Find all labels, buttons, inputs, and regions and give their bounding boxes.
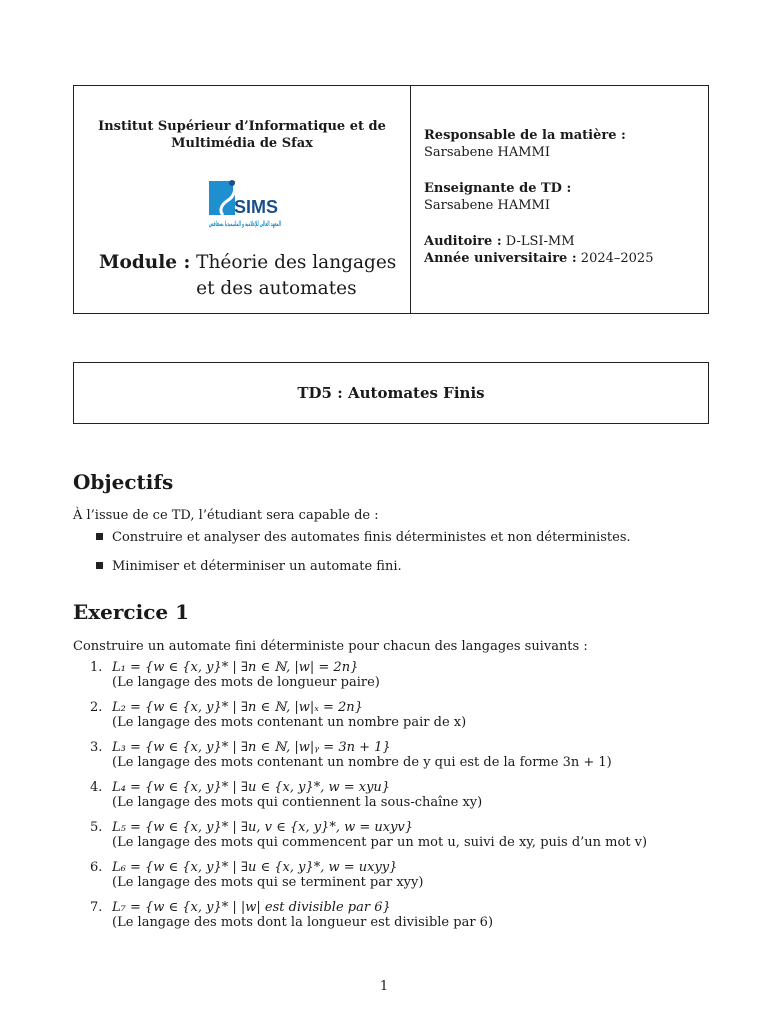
- objectif-text: Construire et analyser des automates finis déterministes et non déterministes.: [112, 530, 631, 545]
- language-formula: L₂ = {w ∈ {x, y}* | ∃n ∈ ℕ, |w|ₓ = 2n}: [112, 700, 363, 715]
- item-number: 5.: [90, 820, 103, 835]
- td-title-box: [73, 362, 709, 424]
- sims-logo: [207, 177, 285, 239]
- page-number: 1: [379, 979, 389, 994]
- exercice1-heading: Exercice 1: [73, 600, 189, 624]
- item-number: 2.: [90, 700, 103, 715]
- bullet-square-icon: [96, 562, 103, 569]
- list-item: [73, 780, 647, 820]
- objectif-bullet: [96, 529, 631, 546]
- enseignante-value: Sarsabene HAMMI: [424, 198, 550, 213]
- list-item: [73, 820, 647, 860]
- language-description: (Le langage des mots dont la longueur est divisible par 6): [112, 915, 494, 930]
- language-formula: L₄ = {w ∈ {x, y}* | ∃u ∈ {x, y}*, w = xyu}: [112, 780, 391, 795]
- item-number: 7.: [90, 900, 103, 915]
- item-number: 6.: [90, 860, 103, 875]
- exercice1-intro: Construire un automate fini déterministe pour chacun des langages suivants :: [73, 639, 588, 654]
- language-list: [73, 660, 647, 940]
- responsable-label: Responsable de la matière :: [424, 128, 626, 143]
- td-title: TD5 : Automates Finis: [297, 384, 485, 402]
- annee-value: 2024–2025: [580, 251, 654, 266]
- institute-name: Institut Supérieur d’Informatique et de Multimédia de Sfax: [98, 119, 386, 151]
- enseignante-label: Enseignante de TD :: [424, 181, 572, 196]
- list-item: [73, 700, 647, 740]
- list-item: [73, 860, 647, 900]
- module-line: [99, 250, 396, 302]
- header-box: [73, 85, 709, 314]
- responsable-value: Sarsabene HAMMI: [424, 145, 550, 160]
- enseignante-field: [424, 180, 571, 214]
- item-number: 4.: [90, 780, 103, 795]
- language-description: (Le langage des mots qui contiennent la sous-chaîne xy): [112, 795, 483, 810]
- list-item: [73, 660, 647, 700]
- annee-label: Année universitaire :: [424, 251, 577, 266]
- language-formula: L₅ = {w ∈ {x, y}* | ∃u, v ∈ {x, y}*, w = uxyv}: [112, 820, 414, 835]
- item-number: 3.: [90, 740, 103, 755]
- objectif-text: Minimiser et déterminiser un automate fini.: [112, 559, 402, 574]
- objectif-bullet: [96, 558, 402, 575]
- list-item: [73, 900, 647, 940]
- header-right-panel: [411, 86, 708, 313]
- auditoire-label: Auditoire :: [424, 234, 502, 249]
- bullet-square-icon: [96, 533, 103, 540]
- objectifs-intro: À l’issue de ce TD, l’étudiant sera capable de :: [73, 508, 379, 523]
- logo-text: SIMS: [234, 197, 279, 217]
- language-formula: L₁ = {w ∈ {x, y}* | ∃n ∈ ℕ, |w| = 2n}: [112, 660, 359, 675]
- language-description: (Le langage des mots de longueur paire): [112, 675, 380, 690]
- objectifs-heading: Objectifs: [73, 470, 174, 494]
- header-left-panel: [74, 86, 411, 313]
- language-description: (Le langage des mots qui se terminent par xyy): [112, 875, 424, 890]
- auditoire-field: [424, 233, 653, 267]
- logo-arabic-text: المعهد العالي للإعلامية و الملتيميديا بصفاقس: [209, 220, 281, 228]
- module-label: Module :: [99, 252, 191, 273]
- language-description: (Le langage des mots contenant un nombre pair de x): [112, 715, 467, 730]
- language-formula: L₆ = {w ∈ {x, y}* | ∃u ∈ {x, y}*, w = uxyy}: [112, 860, 398, 875]
- language-description: (Le langage des mots qui commencent par un mot u, suivi de xy, puis d’un mot v): [112, 835, 648, 850]
- item-number: 1.: [90, 660, 103, 675]
- module-name-line1: Théorie des langages: [196, 252, 397, 273]
- language-formula: L₃ = {w ∈ {x, y}* | ∃n ∈ ℕ, |w|ᵧ = 3n + 1}: [112, 740, 391, 755]
- list-item: [73, 740, 647, 780]
- language-description: (Le langage des mots contenant un nombre de y qui est de la forme 3n + 1): [112, 755, 612, 770]
- module-name-line2: et des automates: [196, 278, 357, 299]
- responsable-field: [424, 127, 626, 161]
- module-name: [196, 250, 396, 302]
- language-formula: L₇ = {w ∈ {x, y}* | |w| est divisible par 6}: [112, 900, 391, 915]
- auditoire-value: D-LSI-MM: [505, 234, 575, 249]
